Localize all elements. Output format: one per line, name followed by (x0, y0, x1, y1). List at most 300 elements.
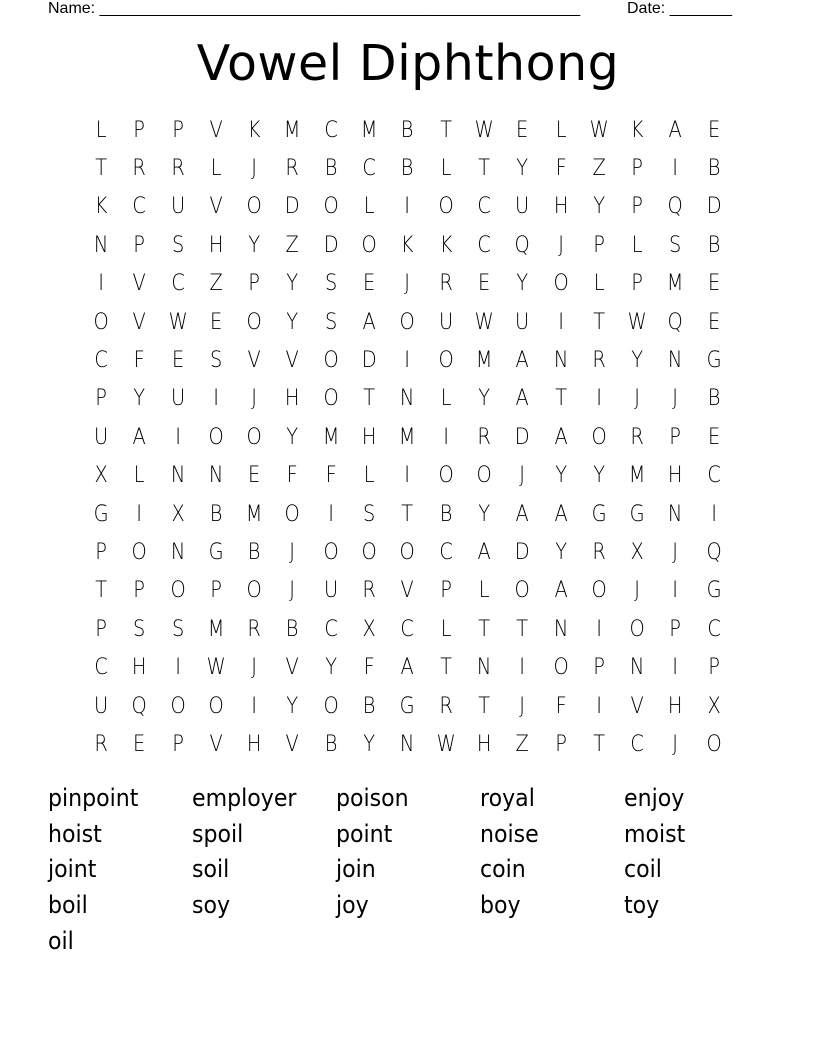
grid-letter: E (707, 271, 721, 297)
grid-letter: P (95, 386, 107, 412)
grid-letter: A (668, 117, 683, 143)
grid-letter: J (519, 693, 526, 719)
grid-letter: J (289, 539, 296, 565)
grid-letter: O (93, 309, 109, 335)
grid-letter: R (630, 424, 645, 450)
grid-letter: A (554, 578, 568, 604)
grid-letter: W (589, 117, 609, 143)
grid-letter: J (519, 463, 526, 489)
grid-letter: P (631, 271, 644, 297)
grid-letter: G (706, 578, 722, 604)
grid-letter: L (134, 463, 145, 489)
grid-letter: E (707, 424, 721, 450)
grid-letter: Y (478, 386, 491, 412)
grid-letter: W (474, 117, 494, 143)
grid-letter: O (246, 194, 262, 220)
grid-letter: N (400, 386, 415, 412)
grid-letter: I (404, 194, 411, 220)
word-list-item: noise (480, 819, 539, 848)
grid-letter: N (170, 463, 185, 489)
grid-letter: N (553, 616, 568, 642)
grid-letter: O (208, 424, 224, 450)
grid-letter: F (287, 463, 299, 489)
grid-letter: A (554, 501, 568, 527)
grid-letter: H (208, 232, 224, 258)
grid-letter: T (593, 731, 605, 757)
grid-letter: S (133, 616, 146, 642)
grid-letter: I (251, 693, 258, 719)
grid-letter: P (171, 731, 184, 757)
grid-letter: D (323, 232, 339, 258)
word-list-item: join (336, 855, 376, 884)
grid-letter: J (672, 731, 679, 757)
word-list-item: coil (624, 855, 662, 884)
grid-letter: Y (286, 693, 299, 719)
grid-letter: M (628, 463, 646, 489)
grid-letter: W (627, 309, 647, 335)
grid-letter: Y (248, 232, 261, 258)
grid-letter: T (516, 616, 529, 642)
grid-letter: F (133, 348, 146, 374)
grid-letter: L (440, 616, 452, 642)
grid-letter: T (95, 578, 108, 604)
name-field-line: Name: ______________________________________________________ (48, 0, 581, 17)
grid-letter: O (591, 424, 607, 450)
grid-letter: K (630, 117, 644, 143)
grid-letter: Y (554, 463, 567, 489)
grid-letter: V (285, 348, 300, 374)
word-list-item: royal (480, 784, 535, 812)
grid-letter: O (285, 501, 301, 527)
word-list-item: poison (336, 784, 409, 812)
grid-letter: K (94, 194, 108, 220)
grid-letter: O (246, 578, 262, 604)
grid-letter: I (596, 386, 602, 412)
grid-letter: R (285, 156, 300, 182)
grid-letter: O (629, 616, 645, 642)
grid-letter: I (136, 501, 143, 527)
grid-letter: A (132, 424, 147, 450)
word-list-item: toy (624, 891, 660, 920)
grid-letter: V (630, 693, 644, 719)
grid-letter: C (362, 156, 376, 182)
grid-letter: M (667, 271, 684, 297)
grid-letter: X (94, 463, 108, 489)
grid-letter: B (247, 539, 261, 565)
grid-letter: V (285, 731, 300, 757)
grid-letter: Y (554, 539, 567, 565)
grid-letter: P (248, 271, 261, 297)
grid-letter: I (174, 655, 181, 681)
grid-letter: Y (133, 386, 146, 412)
grid-letter: K (439, 232, 453, 258)
grid-letter: Z (285, 232, 300, 258)
grid-letter: H (668, 463, 683, 489)
word-list-item: boy (480, 891, 521, 920)
grid-letter: O (361, 539, 377, 565)
grid-letter: M (322, 424, 340, 450)
grid-letter: B (324, 731, 338, 757)
grid-letter: P (171, 117, 184, 143)
grid-letter: E (248, 463, 261, 489)
grid-letter: Y (286, 309, 299, 335)
grid-letter: R (132, 156, 147, 182)
grid-letter: A (554, 424, 568, 450)
grid-letter: B (286, 616, 299, 642)
grid-letter: I (328, 501, 334, 527)
grid-letter: I (711, 501, 717, 527)
grid-letter: U (438, 309, 453, 335)
grid-letter: O (438, 348, 454, 374)
grid-letter: N (630, 655, 645, 681)
grid-letter: U (94, 693, 109, 719)
word-list-item: coin (480, 855, 526, 884)
word-list-item: joy (336, 891, 369, 920)
grid-letter: V (209, 731, 223, 757)
grid-letter: D (514, 539, 530, 565)
grid-letter: M (284, 117, 301, 143)
grid-letter: O (323, 693, 339, 719)
grid-letter: T (439, 655, 452, 681)
grid-letter: Z (592, 156, 606, 182)
grid-letter: C (707, 463, 721, 489)
grid-letter: C (170, 271, 185, 297)
grid-letter: T (439, 117, 452, 143)
grid-letter: O (399, 309, 416, 335)
grid-letter: U (170, 194, 185, 220)
grid-letter: P (669, 616, 682, 642)
grid-letter: C (477, 232, 491, 258)
grid-letter: G (706, 348, 722, 374)
letter-grid (82, 111, 733, 764)
grid-letter: O (706, 731, 722, 757)
grid-letter: I (404, 348, 411, 374)
grid-letter: P (95, 539, 107, 565)
grid-letter: O (591, 578, 607, 604)
grid-letter: C (324, 117, 338, 143)
grid-letter: Y (363, 731, 376, 757)
grid-letter: O (170, 578, 186, 604)
grid-letter: F (363, 655, 375, 681)
grid-letter: O (323, 386, 339, 412)
grid-letter: N (476, 655, 492, 681)
grid-letter: T (363, 386, 376, 412)
grid-letter: S (171, 616, 184, 642)
grid-letter: G (93, 501, 109, 527)
grid-letter: I (213, 386, 219, 412)
grid-letter: S (669, 232, 682, 258)
grid-letter: P (133, 117, 146, 143)
grid-letter: T (95, 156, 108, 182)
grid-letter: C (707, 616, 721, 642)
grid-letter: P (210, 578, 222, 604)
grid-letter: T (593, 309, 605, 335)
grid-letter: O (514, 578, 531, 604)
grid-letter: G (400, 693, 416, 719)
grid-letter: L (440, 156, 452, 182)
grid-letter: B (324, 156, 338, 182)
grid-letter: I (672, 655, 679, 681)
grid-letter: V (400, 578, 415, 604)
grid-letter: R (592, 348, 606, 374)
grid-letter: F (325, 463, 337, 489)
grid-letter: Q (706, 539, 722, 565)
grid-letter: E (171, 348, 184, 374)
grid-letter: Q (667, 194, 684, 220)
grid-letter: Y (593, 194, 605, 220)
grid-letter: P (669, 424, 682, 450)
grid-letter: A (477, 539, 491, 565)
grid-letter: A (515, 348, 530, 374)
grid-letter: F (555, 693, 567, 719)
grid-letter: W (206, 655, 226, 681)
grid-letter: E (707, 309, 721, 335)
grid-letter: Y (516, 156, 529, 182)
grid-letter: R (439, 693, 453, 719)
grid-letter: S (171, 232, 184, 258)
grid-letter: U (323, 578, 339, 604)
grid-letter: N (668, 348, 683, 374)
grid-letter: V (209, 194, 223, 220)
grid-letter: O (323, 348, 339, 374)
grid-letter: Y (631, 348, 644, 374)
grid-letter: C (477, 194, 491, 220)
word-list (48, 781, 768, 959)
grid-letter: L (440, 386, 452, 412)
word-list-item: point (336, 819, 393, 848)
grid-letter: P (631, 194, 644, 220)
grid-letter: P (554, 731, 567, 757)
grid-letter: L (210, 156, 222, 182)
grid-letter: Z (515, 731, 530, 757)
grid-letter: R (592, 539, 606, 565)
grid-letter: E (516, 117, 529, 143)
grid-letter: M (475, 348, 493, 374)
word-list-item: soy (192, 891, 231, 920)
grid-letter: T (478, 616, 491, 642)
grid-letter: X (171, 501, 185, 527)
grid-letter: N (400, 731, 415, 757)
grid-letter: C (94, 655, 108, 681)
grid-letter: Y (286, 271, 299, 297)
grid-letter: P (95, 616, 107, 642)
grid-letter: E (363, 271, 376, 297)
grid-letter: P (593, 232, 605, 258)
grid-letter: K (247, 117, 261, 143)
grid-letter: B (362, 693, 376, 719)
grid-letter: N (170, 539, 185, 565)
grid-letter: O (553, 655, 569, 681)
grid-letter: I (672, 156, 679, 182)
grid-letter: Y (478, 501, 491, 527)
grid-letter: L (593, 271, 605, 297)
grid-letter: O (553, 271, 569, 297)
grid-letter: Y (286, 424, 299, 450)
grid-letter: X (707, 693, 721, 719)
grid-letter: C (439, 539, 453, 565)
grid-letter: C (132, 194, 147, 220)
grid-letter: O (399, 539, 416, 565)
grid-letter: B (209, 501, 223, 527)
grid-letter: O (438, 463, 454, 489)
grid-letter: H (285, 386, 300, 412)
grid-letter: A (515, 386, 530, 412)
grid-letter: I (404, 463, 411, 489)
word-list-item: moist (624, 819, 686, 848)
grid-letter: D (514, 424, 530, 450)
grid-letter: V (132, 271, 147, 297)
grid-letter: Y (325, 655, 337, 681)
grid-letter: H (247, 731, 262, 757)
word-list-item: pinpoint (48, 784, 139, 812)
grid-letter: R (439, 271, 453, 297)
grid-letter: O (246, 309, 262, 335)
grid-letter: N (93, 232, 109, 258)
grid-letter: I (596, 693, 602, 719)
grid-letter: W (436, 731, 456, 757)
grid-letter: M (207, 616, 225, 642)
word-list-item: spoil (192, 819, 244, 848)
grid-letter: Q (667, 309, 684, 335)
grid-letter: A (400, 655, 415, 681)
grid-letter: D (706, 194, 722, 220)
grid-letter: N (668, 501, 683, 527)
grid-letter: I (442, 424, 449, 450)
grid-letter: I (519, 655, 526, 681)
grid-letter: C (324, 616, 338, 642)
grid-letter: Y (516, 271, 529, 297)
grid-letter: V (247, 348, 261, 374)
grid-letter: D (361, 348, 377, 374)
grid-letter: S (363, 501, 376, 527)
grid-letter: T (554, 386, 567, 412)
grid-letter: L (363, 463, 375, 489)
word-list-item: joint (48, 855, 97, 884)
grid-letter: Q (514, 232, 531, 258)
grid-letter: E (133, 731, 146, 757)
page-title: Vowel Diphthong (196, 35, 620, 92)
grid-letter: S (324, 271, 338, 297)
grid-letter: Y (593, 463, 605, 489)
grid-letter: H (361, 424, 377, 450)
grid-letter: F (555, 156, 567, 182)
grid-letter: O (246, 424, 262, 450)
grid-letter: L (555, 117, 567, 143)
grid-letter: B (707, 232, 721, 258)
grid-letter: C (94, 348, 108, 374)
grid-letter: U (94, 424, 109, 450)
grid-letter: J (557, 232, 564, 258)
grid-letter: R (247, 616, 262, 642)
grid-letter: O (476, 463, 492, 489)
grid-letter: N (553, 348, 568, 374)
grid-letter: J (634, 578, 641, 604)
grid-letter: B (707, 156, 721, 182)
grid-letter: M (360, 117, 378, 143)
grid-letter: A (515, 501, 530, 527)
grid-letter: G (208, 539, 224, 565)
grid-letter: W (474, 309, 494, 335)
grid-letter: J (672, 386, 679, 412)
grid-letter: K (401, 232, 414, 258)
grid-letter: P (708, 655, 720, 681)
grid-letter: U (515, 309, 530, 335)
grid-letter: C (630, 731, 645, 757)
grid-letter: T (401, 501, 414, 527)
grid-letter: G (591, 501, 607, 527)
grid-letter: V (132, 309, 147, 335)
grid-letter: X (362, 616, 376, 642)
grid-letter: O (208, 693, 224, 719)
grid-letter: J (289, 578, 296, 604)
grid-letter: P (133, 578, 146, 604)
grid-letter: I (174, 424, 181, 450)
grid-letter: I (672, 578, 679, 604)
grid-letter: P (439, 578, 452, 604)
grid-letter: V (285, 655, 300, 681)
word-list-item: soil (192, 855, 230, 884)
grid-letter: I (596, 616, 602, 642)
grid-letter: J (634, 386, 641, 412)
date-field-line: Date: _______ (627, 0, 732, 17)
grid-letter: O (361, 232, 377, 258)
grid-letter: H (476, 731, 492, 757)
grid-letter: P (593, 655, 605, 681)
grid-letter: P (631, 156, 644, 182)
grid-letter: B (401, 117, 414, 143)
grid-letter: L (631, 232, 643, 258)
grid-letter: N (208, 463, 224, 489)
grid-letter: O (170, 693, 186, 719)
word-list-item: enjoy (624, 784, 685, 812)
grid-letter: Q (131, 693, 148, 719)
grid-letter: R (477, 424, 491, 450)
grid-letter: E (707, 117, 721, 143)
grid-letter: O (323, 539, 339, 565)
grid-letter: T (478, 693, 491, 719)
grid-letter: R (171, 156, 185, 182)
grid-letter: L (95, 117, 107, 143)
grid-letter: I (557, 309, 564, 335)
grid-letter: J (251, 156, 258, 182)
word-list-item: boil (48, 891, 88, 920)
grid-letter: M (399, 424, 416, 450)
grid-letter: O (438, 194, 454, 220)
grid-letter: E (209, 309, 223, 335)
grid-letter: J (251, 655, 258, 681)
grid-letter: U (170, 386, 185, 412)
grid-letter: R (94, 731, 108, 757)
word-list-item: employer (192, 784, 297, 812)
grid-letter: S (324, 309, 338, 335)
grid-letter: S (209, 348, 223, 374)
grid-letter: O (131, 539, 148, 565)
grid-letter: L (478, 578, 490, 604)
grid-letter: W (168, 309, 188, 335)
grid-letter: B (707, 386, 721, 412)
grid-letter: H (668, 693, 683, 719)
grid-letter: X (630, 539, 644, 565)
grid-letter: L (363, 194, 375, 220)
grid-letter: A (362, 309, 376, 335)
grid-letter: M (245, 501, 263, 527)
grid-letter: Z (209, 271, 223, 297)
grid-letter: C (400, 616, 415, 642)
grid-letter: H (553, 194, 568, 220)
grid-letter: V (209, 117, 223, 143)
grid-letter: B (439, 501, 453, 527)
grid-letter: J (672, 539, 679, 565)
